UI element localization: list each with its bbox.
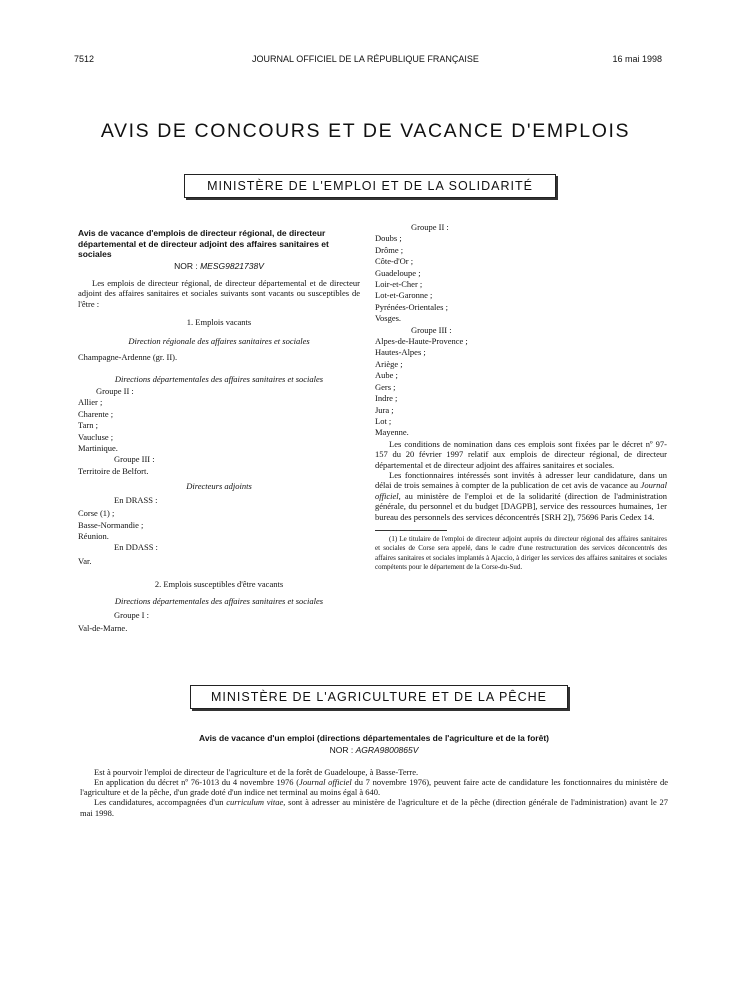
list-item: Gers ; [375, 381, 396, 392]
ddass-label: En DDASS : [114, 542, 158, 553]
right-groupe3-label: Groupe III : [411, 324, 452, 335]
list-item: Tarn ; [78, 420, 98, 431]
journal-officiel-ref: Journal officiel [299, 777, 352, 788]
conditions-paragraph: Les conditions de nomination dans ces emplois sont fixées par le décret nº 97-157 du 20 février 1997 relatif aux emplois de directeur régional, de directeur départemental et de directeur adjoint des affaires sanitaires et sociales. [375, 438, 667, 470]
agri-para-2-text-end: du 7 novembre 1976), peuvent faire acte de candidature les fonctionnaires du ministère de l'agriculture et de la pêche, d'un grade doté d'un indice net terminal au moins égal à 640. [80, 777, 669, 798]
candidature-paragraph [375, 470, 667, 522]
section2-content [80, 733, 668, 818]
list-item: Val-de-Marne. [78, 623, 128, 634]
list-item: Martinique. [78, 443, 118, 454]
agri-para-2 [80, 777, 668, 797]
ministry-box-agriculture: MINISTÈRE DE L'AGRICULTURE ET DE LA PÊCHE [190, 685, 568, 709]
list-item: Hautes-Alpes ; [375, 347, 426, 358]
drass-label: En DRASS : [114, 494, 158, 505]
nor-agriculture [80, 745, 668, 756]
groupe2-label: Groupe II : [96, 386, 134, 397]
agri-para-1: Est à pourvoir l'emploi de directeur de l'agriculture et de la forêt de Guadeloupe, à Basse-Terre. [94, 766, 419, 777]
list-item: Pyrénées-Orientales ; [375, 301, 448, 312]
part1-title: 1. Emplois vacants [186, 317, 252, 328]
nor-label: NOR : [174, 260, 198, 271]
list-item: Charente ; [78, 408, 114, 419]
list-item: Var. [78, 555, 92, 566]
list-item: Vosges. [375, 313, 402, 324]
right-groupe2-label: Groupe II : [411, 222, 449, 232]
nor-code: MESG9821738V [200, 260, 264, 271]
list-item: Allier ; [78, 397, 103, 408]
list-item: Ariège ; [375, 358, 403, 369]
list-item: Indre ; [375, 393, 398, 404]
nor-code: AGRA9800865V [355, 745, 419, 756]
part2-groupe1-label: Groupe I : [114, 609, 149, 620]
list-item: Corse (1) ; [78, 508, 115, 519]
list-item: Lot-et-Garonne ; [375, 290, 433, 301]
avis-title-emploi: Avis de vacance d'emplois de directeur régional, de directeur départemental et de directeur adjoint des affaires sanitaires et sociales [78, 228, 329, 259]
list-item: Alpes-de-Haute-Provence ; [375, 336, 468, 347]
list-item: Aube ; [375, 370, 398, 381]
issue-date: 16 mai 1998 [612, 54, 662, 64]
list-item: Vaucluse ; [78, 431, 114, 442]
adjoints-title: Directeurs adjoints [186, 481, 252, 492]
dr-item: Champagne-Ardenne (gr. II). [78, 352, 178, 363]
ministry-box-emploi: MINISTÈRE DE L'EMPLOI ET DE LA SOLIDARITÉ [184, 174, 556, 198]
groupe3-label: Groupe III : [114, 454, 155, 465]
avis-title-agriculture: Avis de vacance d'un emploi (directions départementales de l'agriculture et de la forêt) [199, 733, 549, 743]
list-item: Jura ; [375, 404, 394, 415]
footnote-rule [375, 530, 447, 531]
candidature-text-end: , au ministère de l'emploi et de la solidarité (direction de l'administration générale, du personnel et du budget [DAGPB], service des ressources humaines, 1er bureau des personnels des services déconcentrés [SRH 2]), 75696 Paris Cedex 14. [375, 490, 667, 522]
list-item: Réunion. [78, 530, 109, 541]
footnote: (1) Le titulaire de l'emploi de directeur adjoint auprès du directeur régional des affaires sanitaires et sociales de Corse sera appelé, dans le cadre d'une restructuration des services déconcentrés des affaires sanitaires et sociales implantés à Ajaccio, à diriger les services des affaires sanitaires et sociales compétents pour le département de la Corse-du-Sud. [375, 534, 667, 572]
page-number: 7512 [74, 54, 95, 64]
list-item: Basse-Normandie ; [78, 519, 144, 530]
list-item: Mayenne. [375, 427, 409, 438]
dr-title: Direction régionale des affaires sanitaires et sociales [128, 335, 310, 346]
agri-para-3-text-end: , sont à adresser au ministère de l'agriculture et de la pêche (direction générale de l'administration) avant le 27 mai 1998. [80, 797, 669, 818]
agri-para-2-text: En application du décret nº 76-1013 du 4 novembre 1976 ( [94, 777, 300, 788]
part2-title: 2. Emplois susceptibles d'être vacants [154, 579, 284, 590]
list-item: Drôme ; [375, 244, 404, 255]
main-title: AVIS DE CONCOURS ET DE VACANCE D'EMPLOIS [100, 120, 631, 142]
list-item: Territoire de Belfort. [78, 465, 149, 476]
part2-dd-title: Directions départementales des affaires sanitaires et sociales [114, 595, 324, 606]
nor-emploi [78, 261, 360, 272]
candidature-text: Les fonctionnaires intéressés sont invités à adresser leur candidature, dans un délai de trois semaines à compter de la publication de cet avis de vacance au [375, 469, 667, 491]
list-item: Doubs ; [375, 233, 402, 244]
journal-officiel-ref: Journal officiel [375, 480, 667, 501]
list-item: Côte-d'Or ; [375, 256, 414, 267]
left-column [78, 228, 360, 635]
nor-label: NOR : [329, 745, 354, 756]
right-column [375, 222, 667, 573]
agri-para-3-text: Les candidatures, accompagnées d'un [94, 797, 227, 808]
list-item: Guadeloupe ; [375, 267, 421, 278]
list-item: Lot ; [375, 415, 392, 426]
agri-para-3 [80, 797, 668, 817]
curriculum-vitae-ref: curriculum vitae [226, 797, 284, 808]
journal-title: JOURNAL OFFICIEL DE LA RÉPUBLIQUE FRANÇAISE [252, 54, 479, 64]
dd-title: Directions départementales des affaires sanitaires et sociales [114, 373, 324, 384]
intro-paragraph: Les emplois de directeur régional, de directeur départemental et de directeur adjoint des affaires sanitaires et sociales suivants sont vacants ou susceptibles de l'être : [78, 277, 360, 309]
list-item: Loir-et-Cher ; [375, 279, 423, 290]
